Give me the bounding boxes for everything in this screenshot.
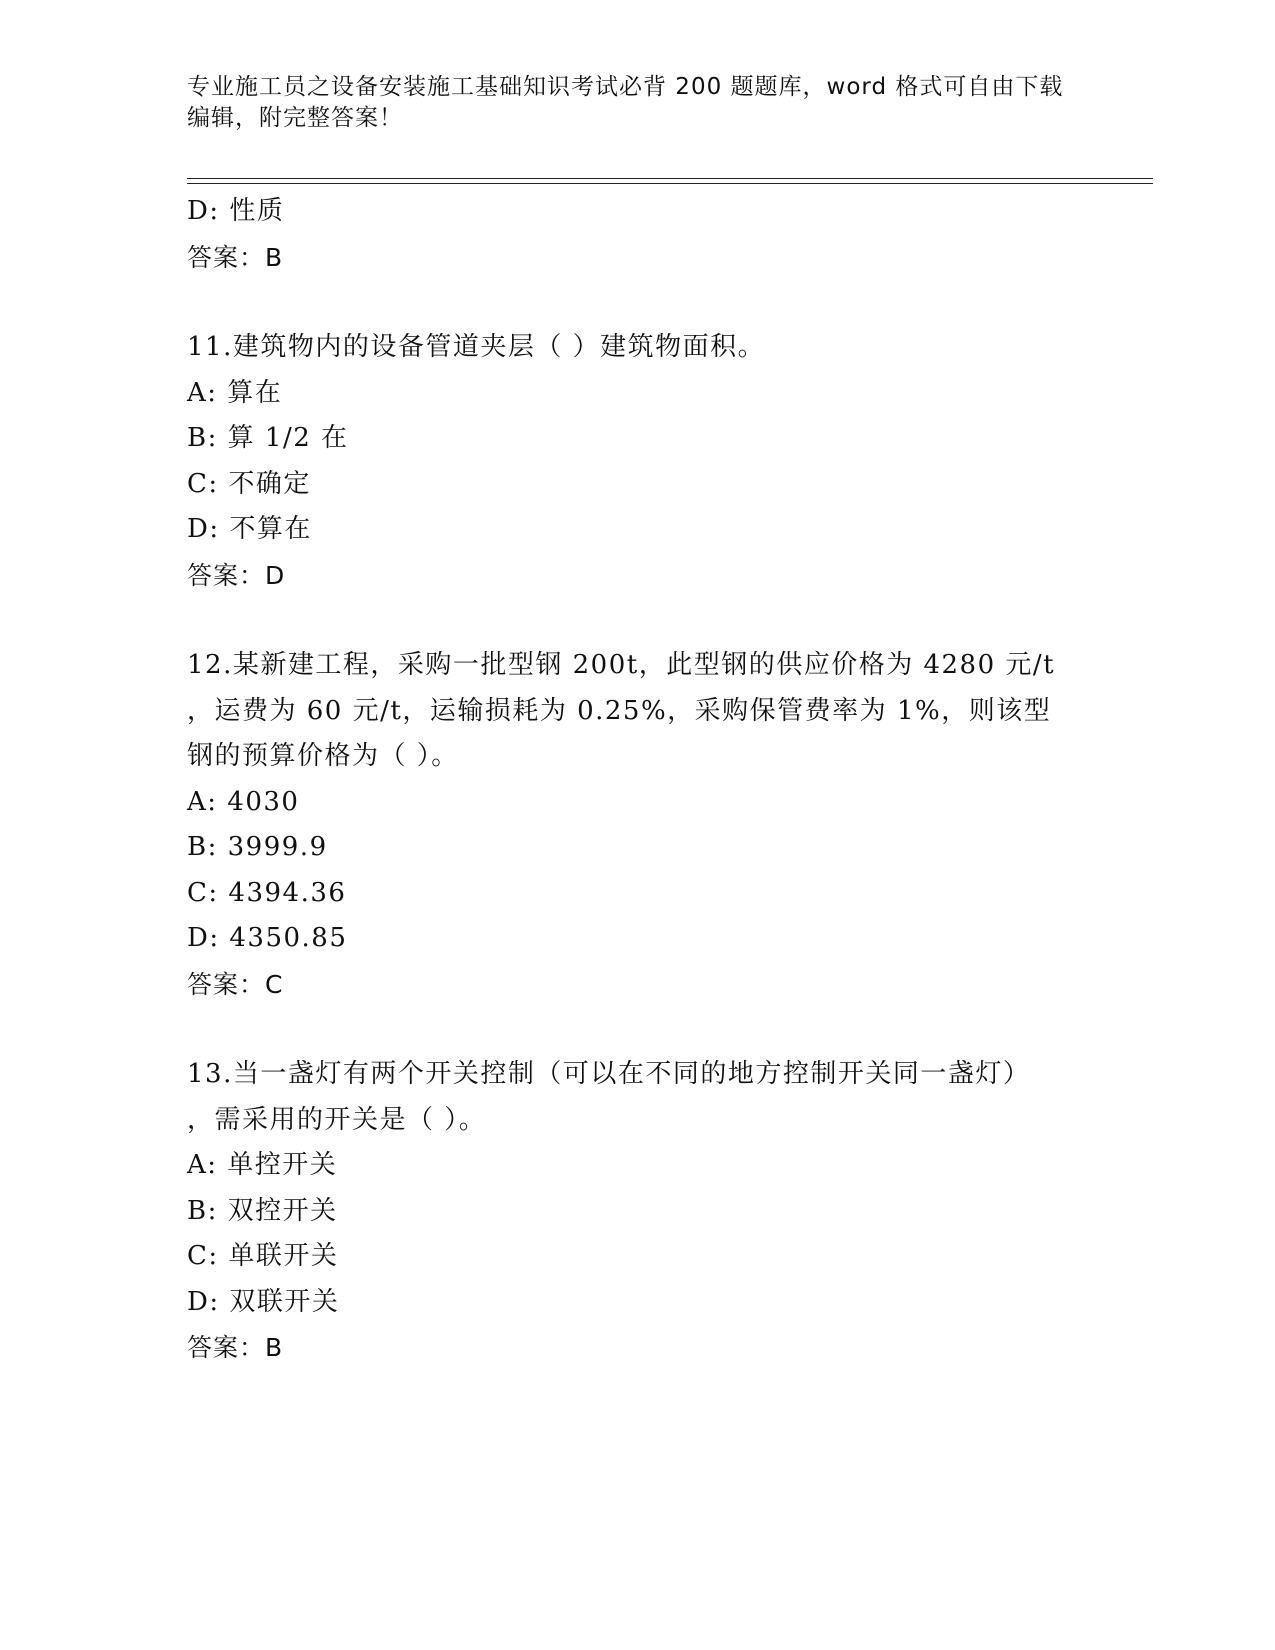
header-title-line-2: 编辑，附完整答案！ <box>187 105 403 131</box>
header-title-line-1: 专业施工员之设备安装施工基础知识考试必背 200 题题库，word 格式可自由下载 <box>187 74 1064 100</box>
spacer <box>187 598 1087 643</box>
question-stem-line-1: 13.当一盏灯有两个开关控制（可以在不同的地方控制开关同一盏灯） <box>187 1059 1031 1089</box>
option-c: C: 4394.36 <box>187 877 347 908</box>
option-a: A: 4030 <box>187 786 300 817</box>
option-b: B: 算 1/2 在 <box>187 423 349 453</box>
answer: 答案：B <box>187 242 284 272</box>
option-d: D: 4350.85 <box>187 923 348 953</box>
question-stem: 11.建筑物内的设备管道夹层（ ）建筑物面积。 <box>187 332 766 362</box>
option-a: A: 算在 <box>187 377 283 408</box>
question-10-tail <box>187 189 1087 280</box>
document-header <box>187 72 1087 134</box>
answer: 答案：C <box>187 969 284 999</box>
answer: 答案：D <box>187 560 286 590</box>
option-c: C: 单联开关 <box>187 1241 339 1271</box>
option-d: D: 不算在 <box>187 514 312 544</box>
spacer <box>187 1007 1087 1052</box>
header-divider-top <box>187 178 1153 179</box>
question-13 <box>187 1052 1087 1371</box>
question-stem-line-2: ，需采用的开关是（ ）。 <box>187 1104 487 1135</box>
question-stem-line-3: 钢的预算价格为（ ）。 <box>187 741 459 771</box>
option-d: D: 双联开关 <box>187 1286 340 1317</box>
option-c: C: 不确定 <box>187 468 311 499</box>
option-d: D: 性质 <box>187 196 285 226</box>
option-a: A: 单控开关 <box>187 1150 338 1180</box>
answer: 答案：B <box>187 1333 284 1362</box>
question-stem-line-2: ，运费为 60 元/t，运输损耗为 0.25%，采购保管费率为 1%，则该型 <box>187 695 1052 726</box>
header-divider-bottom <box>187 183 1153 184</box>
question-11 <box>187 325 1087 598</box>
spacer <box>187 280 1087 325</box>
question-list <box>187 189 1087 1371</box>
question-stem-line-1: 12.某新建工程，采购一批型钢 200t，此型钢的供应价格为 4280 元/t <box>187 650 1056 680</box>
question-12 <box>187 643 1087 1007</box>
option-b: B: 双控开关 <box>187 1195 338 1226</box>
option-b: B: 3999.9 <box>187 832 328 862</box>
